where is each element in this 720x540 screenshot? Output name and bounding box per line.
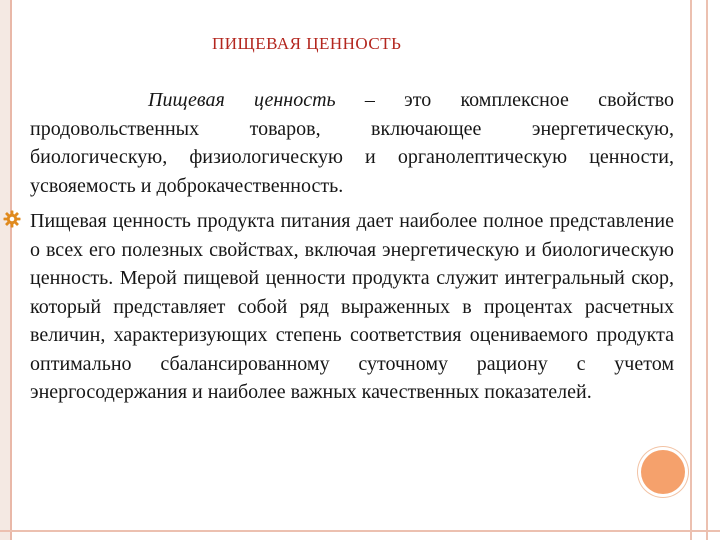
right-frame-line-inner	[690, 0, 692, 540]
bullet-paragraph: Пищевая ценность продукта питания дает наиболее полное представление о всех его полезных свойствах, включая энергетическую и биологическую ценность. Мерой пищевой ценности продукта служит интегральный скор, который представляет собой ряд выраженных в процентах расчетных величин, характеризующих степень соответствия оцениваемого продукта оптимально сбалансированному суточному рациону с учетом энергосодержания и наиболее важных качественных показателей.	[30, 210, 674, 403]
right-frame-line-outer	[706, 0, 708, 540]
definition-paragraph	[30, 86, 674, 200]
left-frame-band	[0, 0, 10, 540]
bottom-frame-line	[0, 530, 720, 532]
sun-gear-bullet-icon	[3, 210, 21, 228]
slide-title: ПИЩЕВАЯ ЦЕННОСТЬ	[212, 34, 402, 53]
definition-text: – это комплексное свойство продовольственных товаров, включающее энергетическую, биологическую, физиологическую и органолептическую ценности, усвояемость и доброкачественность.	[30, 89, 674, 197]
left-frame-line	[10, 0, 12, 540]
definition-term: Пищевая ценность	[148, 89, 336, 111]
decorative-orange-circle	[641, 450, 685, 494]
